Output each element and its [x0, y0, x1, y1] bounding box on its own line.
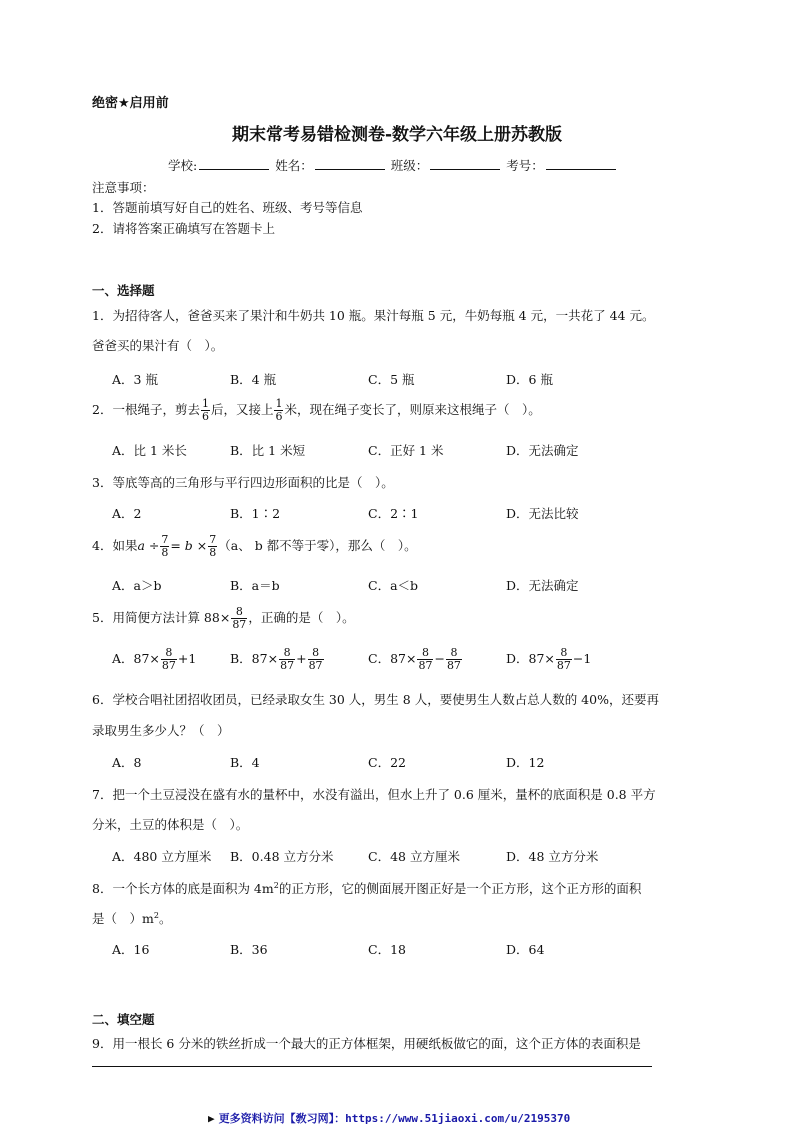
superscript: 2 — [153, 910, 159, 920]
q2-option-c: C．正好 1 米 — [368, 443, 444, 458]
fraction-numerator: 8 — [279, 647, 295, 660]
q3-option-a: A．2 — [112, 506, 142, 521]
q8-part3: 是（ ）m — [92, 911, 154, 926]
q2-part3: 米，现在绳子变长了，则原来这根绳子（ ）。 — [284, 402, 541, 417]
fraction-denominator: 87 — [161, 659, 176, 672]
fraction-denominator: 6 — [201, 410, 209, 423]
q1-option-c: C．5 瓶 — [368, 372, 415, 387]
q1-option-d: D．6 瓶 — [506, 372, 553, 387]
fraction-numerator: 8 — [556, 647, 572, 660]
fraction — [208, 534, 217, 559]
section-heading-fill: 二、填空题 — [92, 1012, 155, 1027]
exam-number-label: 考号： — [506, 158, 544, 173]
fraction-denominator: 87 — [232, 618, 247, 631]
fraction — [160, 534, 169, 559]
fraction-denominator: 87 — [556, 659, 571, 672]
fraction — [556, 647, 572, 672]
fraction-numerator: 7 — [161, 533, 169, 546]
fraction — [308, 647, 324, 672]
footer-text: 更多资料访问【敎习网】：https://www.51jiaoxi.com/u/2195370 — [218, 1112, 571, 1125]
q5-option-b — [230, 647, 325, 672]
q3-option-d: D．无法比较 — [506, 506, 579, 521]
option-tail: −1 — [572, 651, 592, 666]
q8-option-d: D．64 — [506, 942, 545, 957]
school-blank — [199, 157, 269, 170]
note-item: 2．请将答案正确填写在答题卡上 — [92, 221, 275, 236]
q8-option-a: A．16 — [112, 942, 150, 957]
q2-part2: 后，又接上 — [210, 402, 274, 417]
fraction-denominator: 8 — [209, 546, 217, 559]
q1-option-b: B．4 瓶 — [230, 372, 277, 387]
option-operator: + — [296, 651, 307, 666]
fraction-denominator: 87 — [308, 659, 323, 672]
question-2-text — [92, 398, 541, 423]
class-label: 班级： — [390, 158, 429, 173]
question-8-text-cont — [92, 909, 171, 927]
q2-option-b: B．比 1 米短 — [230, 443, 306, 458]
fraction-denominator: 87 — [280, 659, 295, 672]
fraction — [231, 606, 247, 631]
option-tail: +1 — [177, 651, 197, 666]
q4-expr-b: = b × — [170, 538, 208, 553]
option-operator: − — [434, 651, 445, 666]
q7-option-c: C．48 立方厘米 — [368, 849, 460, 864]
question-1-text-cont: 爸爸买的果汁有（ ）。 — [92, 338, 224, 353]
answer-line — [92, 1066, 652, 1067]
question-8-text — [92, 879, 641, 897]
q3-option-c: C．2∶1 — [368, 506, 419, 521]
q7-option-a: A．480 立方厘米 — [112, 849, 212, 864]
q4-part2: （a、 b 都不等于零），那么（ ）。 — [218, 538, 417, 553]
name-blank — [315, 157, 385, 170]
q3-option-b: B．1∶2 — [230, 506, 281, 521]
confidential-label: 绝密★启用前 — [92, 96, 169, 111]
fraction — [201, 398, 210, 423]
flag-icon: ▶ — [208, 1112, 215, 1125]
fraction-numerator: 8 — [417, 647, 433, 660]
q5-part2: ，正确的是（ ）。 — [248, 610, 355, 625]
question-5-text — [92, 606, 355, 631]
note-item: 1．答题前填写好自己的姓名、班级、考号等信息 — [92, 200, 363, 215]
name-label: 姓名： — [275, 158, 313, 173]
q5-option-a — [112, 647, 196, 672]
option-label: A．87× — [112, 651, 160, 666]
question-9-text: 9．用一根长 6 分米的铁丝折成一个最大的正方体框架，用硬纸板做它的面，这个正方体的表面积是 — [92, 1036, 641, 1051]
fraction-numerator: 8 — [231, 606, 247, 619]
q8-part4: 。 — [158, 911, 172, 926]
question-6-text: 6．学校合唱社团招收团员，已经录取女生 30 人，男生 8 人，要使男生人数占总人数的 40%，还要再 — [92, 692, 659, 707]
fraction — [417, 647, 433, 672]
fraction-numerator: 1 — [201, 397, 209, 410]
q8-part1: 8．一个长方体的底是面积为 4m — [92, 881, 274, 896]
question-4-text — [92, 534, 417, 559]
option-label: C．87× — [368, 651, 417, 666]
q2-option-d: D．无法确定 — [506, 443, 579, 458]
page-title: 期末常考易错检测卷-数学六年级上册苏教版 — [231, 125, 563, 145]
fraction — [446, 647, 462, 672]
q4-option-a: A．a＞b — [112, 578, 162, 593]
section-heading-choice: 一、选择题 — [92, 283, 155, 298]
q8-option-b: B．36 — [230, 942, 268, 957]
notes-heading: 注意事项： — [92, 180, 155, 195]
question-7-text-cont: 分米，土豆的体积是（ ）。 — [92, 817, 249, 832]
fraction-denominator: 6 — [275, 410, 283, 423]
q2-part1: 2．一根绳子，剪去 — [92, 402, 200, 417]
option-label: B．87× — [230, 651, 279, 666]
fraction-denominator: 8 — [161, 546, 169, 559]
q8-option-c: C．18 — [368, 942, 406, 957]
q6-option-d: D．12 — [506, 755, 545, 770]
q7-option-b: B．0.48 立方分米 — [230, 849, 334, 864]
q2-option-a: A．比 1 米长 — [112, 443, 187, 458]
exam-number-blank — [546, 157, 616, 170]
school-label: 学校: — [168, 158, 198, 173]
fraction-denominator: 87 — [446, 659, 461, 672]
q6-option-a: A．8 — [112, 755, 142, 770]
q4-option-b: B．a＝b — [230, 578, 280, 593]
question-3-text: 3．等底等高的三角形与平行四边形面积的比是（ ）。 — [92, 475, 394, 490]
question-6-text-cont: 录取男生多少人？（ ） — [92, 723, 230, 738]
option-label: D．87× — [506, 651, 555, 666]
q4-option-c: C．a＜b — [368, 578, 419, 593]
fraction-numerator: 8 — [446, 647, 462, 660]
fraction-numerator: 7 — [209, 533, 217, 546]
q5-option-d — [506, 647, 591, 672]
class-blank — [430, 157, 500, 170]
q5-part1: 5．用简便方法计算 88× — [92, 610, 231, 625]
q8-part2: 的正方形，它的侧面展开图正好是一个正方形，这个正方形的面积 — [278, 881, 642, 896]
q4-option-d: D．无法确定 — [506, 578, 579, 593]
q6-option-b: B．4 — [230, 755, 260, 770]
fraction — [279, 647, 295, 672]
q1-option-a: A．3 瓶 — [112, 372, 158, 387]
question-7-text: 7．把一个土豆浸没在盛有水的量杯中，水没有溢出，但水上升了 0.6 厘米，量杯的底面积是 0.8 平方 — [92, 787, 656, 802]
q4-part1: 4．如果 — [92, 538, 138, 553]
q7-option-d: D．48 立方分米 — [506, 849, 599, 864]
fraction-numerator: 8 — [308, 647, 324, 660]
question-1-text: 1．为招待客人，爸爸买来了果汁和牛奶共 10 瓶。果汁每瓶 5 元，牛奶每瓶 4 元，一共花了 44 元。 — [92, 308, 655, 323]
fraction-numerator: 1 — [275, 397, 283, 410]
q6-option-c: C．22 — [368, 755, 406, 770]
fraction-denominator: 87 — [418, 659, 433, 672]
superscript: 2 — [273, 880, 279, 890]
fraction — [274, 398, 283, 423]
fraction — [161, 647, 177, 672]
q5-option-c — [368, 647, 463, 672]
student-info-row — [168, 156, 618, 174]
q4-expr-a: a ÷ — [137, 538, 160, 553]
fraction-numerator: 8 — [161, 647, 177, 660]
